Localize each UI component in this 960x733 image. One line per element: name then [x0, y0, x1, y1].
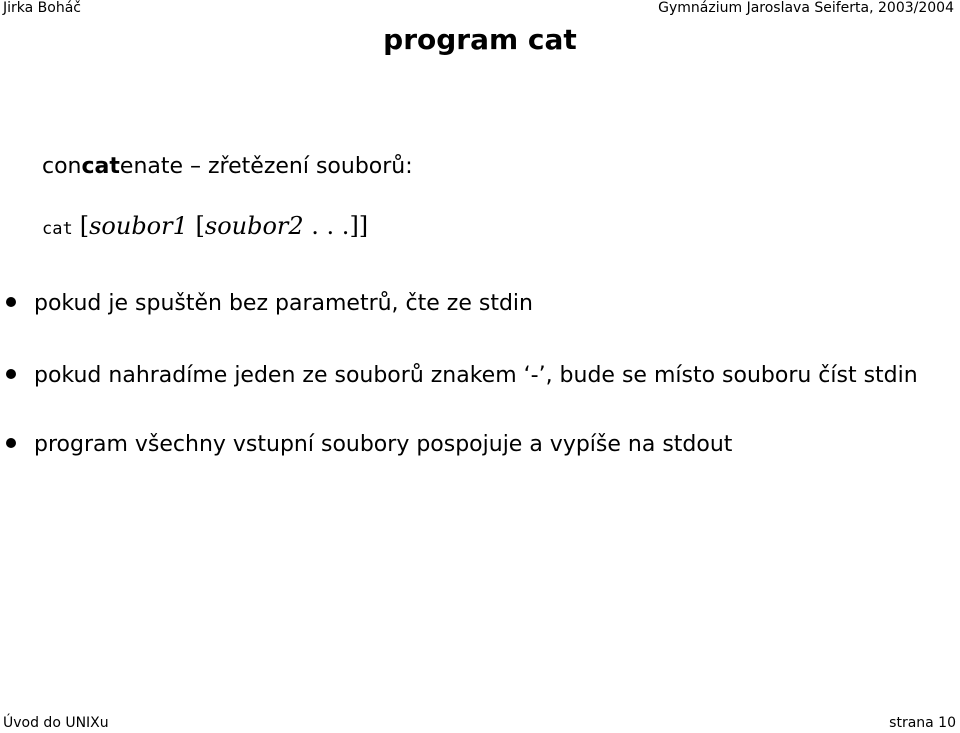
- footer-page-number: strana 10: [889, 715, 956, 731]
- bullet-text: pokud je spuštěn bez parametrů, čte ze stdin: [34, 291, 533, 316]
- syntax-ellipsis: . . .: [303, 212, 350, 240]
- syntax-bracket-1: [: [79, 212, 90, 240]
- bullet-text: pokud nahradíme jeden ze souborů znakem ‘-’, bude se místo souboru číst stdin: [34, 363, 918, 388]
- bullet-dot-icon: [6, 369, 16, 379]
- bullet-dot-icon: [6, 438, 16, 448]
- header-school: Gymnázium Jaroslava Seiferta, 2003/2004: [658, 0, 954, 16]
- footer-left: Úvod do UNIXu: [3, 715, 109, 731]
- syntax-command: cat: [42, 219, 73, 239]
- bullet-dot-icon: [6, 297, 16, 307]
- intro-emphasis: cat: [81, 154, 120, 179]
- intro-line: [42, 150, 413, 184]
- bullet-item: [6, 428, 732, 462]
- bullet-item: [6, 287, 533, 321]
- slide-title: program cat: [383, 23, 577, 56]
- intro-suffix: enate – zřetězení souborů:: [119, 154, 413, 179]
- intro-prefix: con: [42, 154, 82, 179]
- syntax-line: [42, 206, 368, 249]
- syntax-arg-2: soubor2: [204, 212, 304, 240]
- bullet-text: program všechny vstupní soubory pospojuje a vypíše na stdout: [34, 432, 733, 457]
- syntax-bracket-2: [: [187, 212, 205, 240]
- bullet-item: [6, 359, 918, 393]
- syntax-close: ]]: [349, 212, 369, 240]
- header-author: Jirka Boháč: [3, 0, 81, 16]
- syntax-arg-1: soubor1: [89, 212, 188, 240]
